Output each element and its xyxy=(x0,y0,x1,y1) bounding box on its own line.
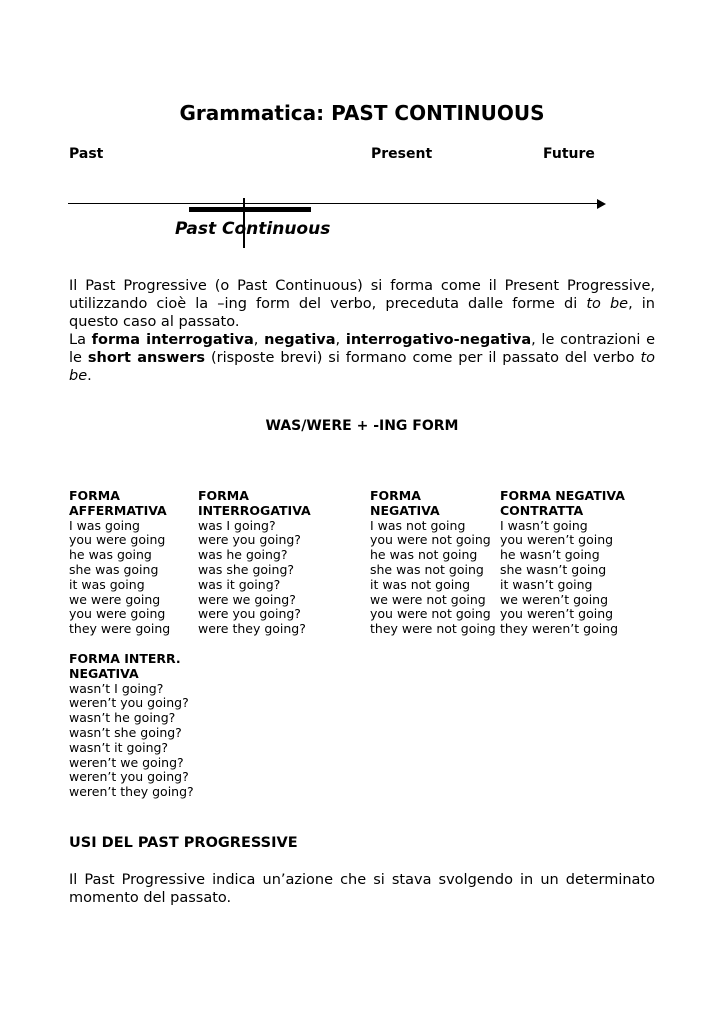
list-item: it was going xyxy=(69,576,145,592)
intro-text: (risposte brevi) si formano come per il passato del verbo xyxy=(205,350,641,366)
intro-text: utilizzando cioè la –ing form del verbo, preceduta dalle forme di xyxy=(69,296,587,312)
intro-line-1: Il Past Progressive (o Past Continuous) si forma come il Present Progressive, xyxy=(69,278,655,294)
list-item: they were not going xyxy=(370,621,496,637)
intro-italic: to be xyxy=(586,296,629,312)
list-item: wasn’t he going? xyxy=(69,710,176,726)
column-heading: FORMA NEGATIVA xyxy=(500,488,625,503)
intro-text: le xyxy=(69,350,88,366)
intro-line-5 xyxy=(69,349,655,367)
list-item: were you going? xyxy=(198,606,301,622)
list-item: you were going xyxy=(69,532,166,548)
intro-text: , xyxy=(253,332,265,348)
list-item: you weren’t going xyxy=(500,606,614,622)
timeline-past-label: Past xyxy=(69,146,104,162)
usi-heading: USI DEL PAST PROGRESSIVE xyxy=(69,835,298,851)
timeline-future-label: Future xyxy=(543,146,595,162)
list-item: were they going? xyxy=(198,621,306,637)
list-item: he was going xyxy=(69,547,152,563)
list-item: we were not going xyxy=(370,591,486,607)
intro-italic: to xyxy=(640,350,655,366)
list-item: were you going? xyxy=(198,532,301,548)
intro-bold: interrogativo-negativa xyxy=(345,332,532,348)
column-heading: FORMA INTERR. xyxy=(69,651,181,666)
column-heading: CONTRATTA xyxy=(500,502,584,518)
page-title: Grammatica: PAST CONTINUOUS xyxy=(179,101,545,125)
list-item: she was going xyxy=(69,561,159,577)
formula-heading: WAS/WERE + -ING FORM xyxy=(265,418,459,434)
column-heading: NEGATIVA xyxy=(370,502,440,518)
list-item: you weren’t going xyxy=(500,532,614,548)
intro-bold: negativa xyxy=(264,332,336,348)
intro-text: , le contrazioni e xyxy=(531,332,655,348)
timeline-present-label: Present xyxy=(371,146,433,162)
list-item: she was not going xyxy=(370,561,484,577)
list-item: it was not going xyxy=(370,576,471,592)
list-item: they were going xyxy=(69,621,171,637)
intro-text: , xyxy=(335,332,346,348)
list-item: I wasn’t going xyxy=(500,517,588,533)
list-item: I was not going xyxy=(370,517,466,533)
list-item: weren’t we going? xyxy=(69,754,184,770)
intro-bold: forma interrogativa xyxy=(91,332,254,348)
intro-line-6 xyxy=(69,367,655,385)
column-heading: FORMA xyxy=(69,488,120,503)
list-item: we were going xyxy=(69,591,161,607)
list-item: wasn’t it going? xyxy=(69,739,169,755)
intro-italic: be xyxy=(69,368,88,384)
column-heading: INTERROGATIVA xyxy=(198,502,311,518)
intro-paragraph xyxy=(69,277,655,385)
list-item: you were not going xyxy=(370,532,491,548)
list-item: weren’t you going? xyxy=(69,695,189,711)
list-item: you were going xyxy=(69,606,166,622)
column-heading: NEGATIVA xyxy=(69,665,139,681)
list-item: was I going? xyxy=(198,517,276,533)
list-item: was he going? xyxy=(198,547,288,563)
usi-line-2: momento del passato. xyxy=(69,890,232,906)
intro-text: . xyxy=(87,368,92,384)
list-item: we weren’t going xyxy=(500,591,609,607)
list-item: you were not going xyxy=(370,606,491,622)
list-item: wasn’t she going? xyxy=(69,724,182,740)
intro-text: , in xyxy=(628,296,655,312)
intro-text: La xyxy=(69,332,92,348)
column-heading: FORMA xyxy=(198,488,249,503)
intro-line-2 xyxy=(69,295,655,313)
arrow-right-icon xyxy=(597,199,606,209)
list-item: she wasn’t going xyxy=(500,561,607,577)
column-interr-negativa xyxy=(69,652,194,800)
list-item: was she going? xyxy=(198,561,295,577)
timeline-axis xyxy=(68,203,598,204)
usi-paragraph xyxy=(69,871,655,907)
column-negativa xyxy=(370,489,496,637)
intro-line-3: questo caso al passato. xyxy=(69,314,240,330)
past-continuous-bar xyxy=(189,207,311,212)
list-item: I was going xyxy=(69,517,140,533)
list-item: was it going? xyxy=(198,576,281,592)
intro-line-4 xyxy=(69,331,655,349)
list-item: wasn’t I going? xyxy=(69,680,164,696)
list-item: they weren’t going xyxy=(500,621,619,637)
list-item: weren’t you going? xyxy=(69,769,189,785)
intro-bold: short answers xyxy=(87,350,206,366)
list-item: he wasn’t going xyxy=(500,547,600,563)
column-negativa-contratta xyxy=(500,489,625,637)
column-heading: AFFERMATIVA xyxy=(69,502,167,518)
column-affermativa xyxy=(69,489,170,637)
usi-line-1: Il Past Progressive indica un’azione che si stava svolgendo in un determinato xyxy=(69,872,655,888)
list-item: weren’t they going? xyxy=(69,784,194,800)
column-heading: FORMA xyxy=(370,488,421,503)
column-interrogativa xyxy=(198,489,311,637)
list-item: he was not going xyxy=(370,547,478,563)
list-item: it wasn’t going xyxy=(500,576,593,592)
list-item: were we going? xyxy=(198,591,296,607)
past-continuous-label: Past Continuous xyxy=(175,219,331,239)
